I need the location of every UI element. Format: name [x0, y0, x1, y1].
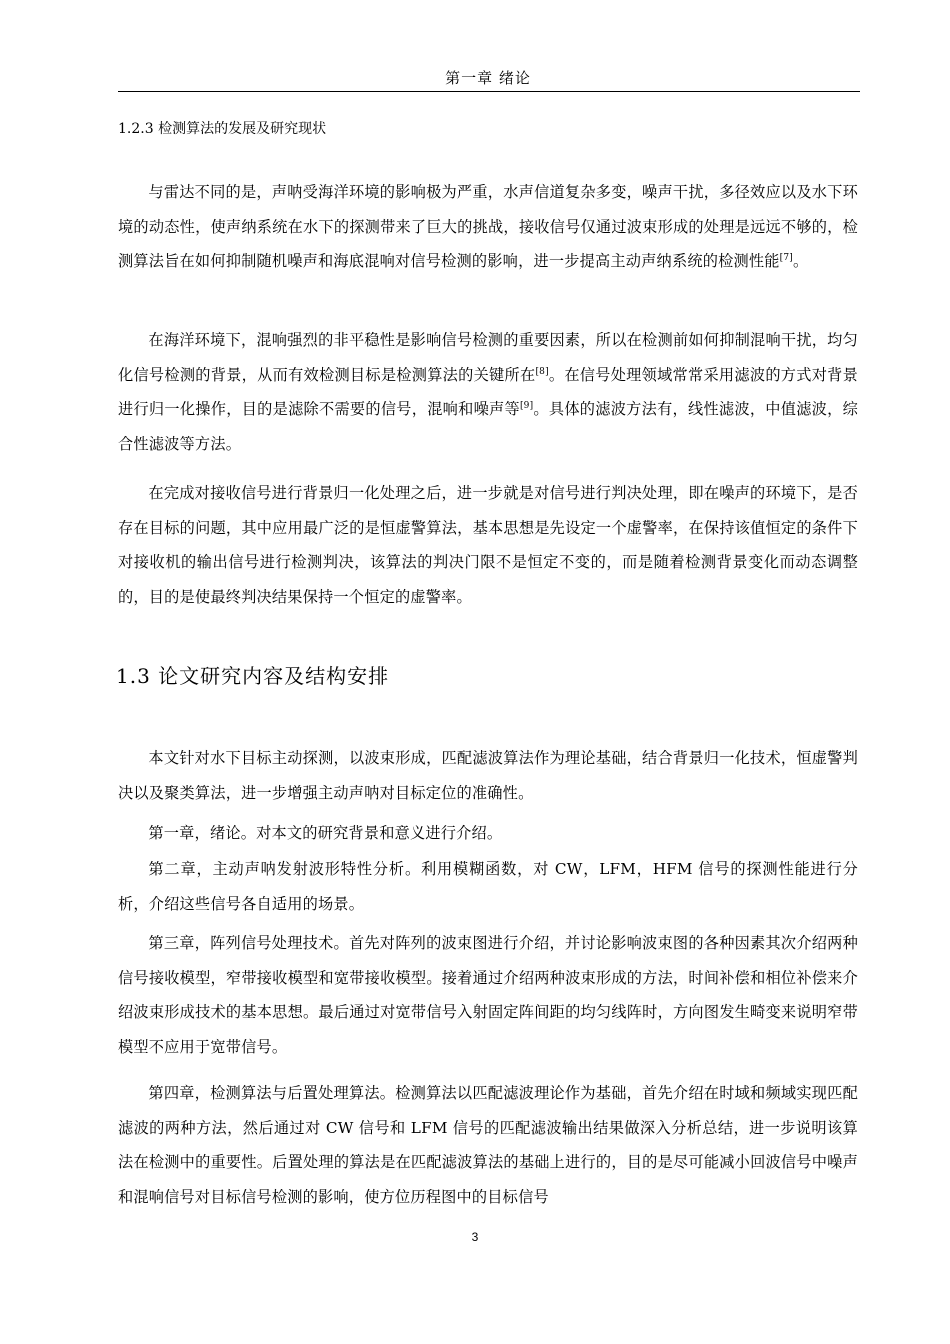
- header-divider: [118, 91, 860, 92]
- page-number: 3: [471, 1230, 479, 1244]
- paragraph-1-3-p1: 本文针对水下目标主动探测，以波束形成，匹配滤波算法作为理论基础，结合背景归一化技术，恒虚警判决以及聚类算法，进一步增强主动声呐对目标定位的准确性。: [118, 749, 858, 802]
- subsection-title: 1.2.3 检测算法的发展及研究现状: [118, 121, 327, 137]
- paragraph-1-3-p4: 第三章，阵列信号处理技术。首先对阵列的波束图进行介绍，并讨论影响波束图的各种因素其次介绍两种信号接收模型，窄带接收模型和宽带接收模型。接着通过介绍两种波束形成的方法，时间补偿和相位补偿来介绍波束形成技术的基本思想。最后通过对宽带信号入射固定阵间距的均匀线阵时，方向图发生畸变来说明窄带模型不应用于宽带信号。: [118, 934, 858, 1056]
- paragraph-1-3-p2: 第一章，绪论。对本文的研究背景和意义进行介绍。: [148, 824, 503, 842]
- paragraph-1-2-3-p2: [118, 323, 858, 461]
- paragraph-1-3-p3: 第二章，主动声呐发射波形特性分析。利用模糊函数，对 CW，LFM，HFM 信号的探测性能进行分析，介绍这些信号各自适用的场景。: [118, 860, 858, 913]
- paragraph-1-2-3-p3: 在完成对接收信号进行背景归一化处理之后，进一步就是对信号进行判决处理，即在噪声的环境下，是否存在目标的问题，其中应用最广泛的是恒虚警算法，基本思想是先设定一个虚警率，在保持该值恒定的条件下对接收机的输出信号进行检测判决，该算法的判决门限不是恒定不变的，而是随着检测背景变化而动态调整的，目的是使最终判决结果保持一个恒定的虚警率。: [118, 484, 858, 606]
- citation-ref: [8]: [535, 366, 549, 377]
- paragraph-1-2-3-p1: [118, 175, 858, 279]
- paragraph-text: 。具体的滤波方法有，线性滤波，中值滤波，综合性滤波等方法。: [118, 400, 858, 453]
- citation-ref: [9]: [519, 400, 534, 411]
- running-header-chapter-title: 第一章 绪论: [445, 69, 531, 87]
- paragraph-text: 。在信号处理领域常常采用滤波的方式对背景进行归一化操作，目的是滤除不需要的信号，混响和噪声等: [118, 365, 859, 418]
- paragraph-1-3-p5: 第四章，检测算法与后置处理算法。检测算法以匹配滤波理论作为基础，首先介绍在时域和频域实现匹配滤波的两种方法，然后通过对 CW 信号和 LFM 信号的匹配滤波输出结果做深入分析总结，进一步说明该算法在检测中的重要性。后置处理的算法是在匹配滤波算法的基础上进行的，目的是尽可能减小回波信号中噪声和混响信号对目标信号检测的影响，使方位历程图中的目标信号: [118, 1084, 858, 1206]
- paragraph-text: 在海洋环境下，混响强烈的非平稳性是影响信号检测的重要因素，所以在检测前如何抑制混响干扰，均匀化信号检测的背景，从而有效检测目标是检测算法的关键所在: [118, 331, 858, 384]
- paragraph-text: 。: [793, 252, 809, 270]
- citation-ref: [7]: [779, 252, 794, 263]
- paragraph-text: 与雷达不同的是，声呐受海洋环境的影响极为严重，水声信道复杂多变，噪声干扰，多径效应以及水下环境的动态性，使声纳系统在水下的探测带来了巨大的挑战，接收信号仅通过波束形成的处理是远远不够的，检测算法旨在如何抑制随机噪声和海底混响对信号检测的影响，进一步提高主动声纳系统的检测性能: [118, 183, 858, 270]
- section-title: 1.3 论文研究内容及结构安排: [116, 664, 390, 688]
